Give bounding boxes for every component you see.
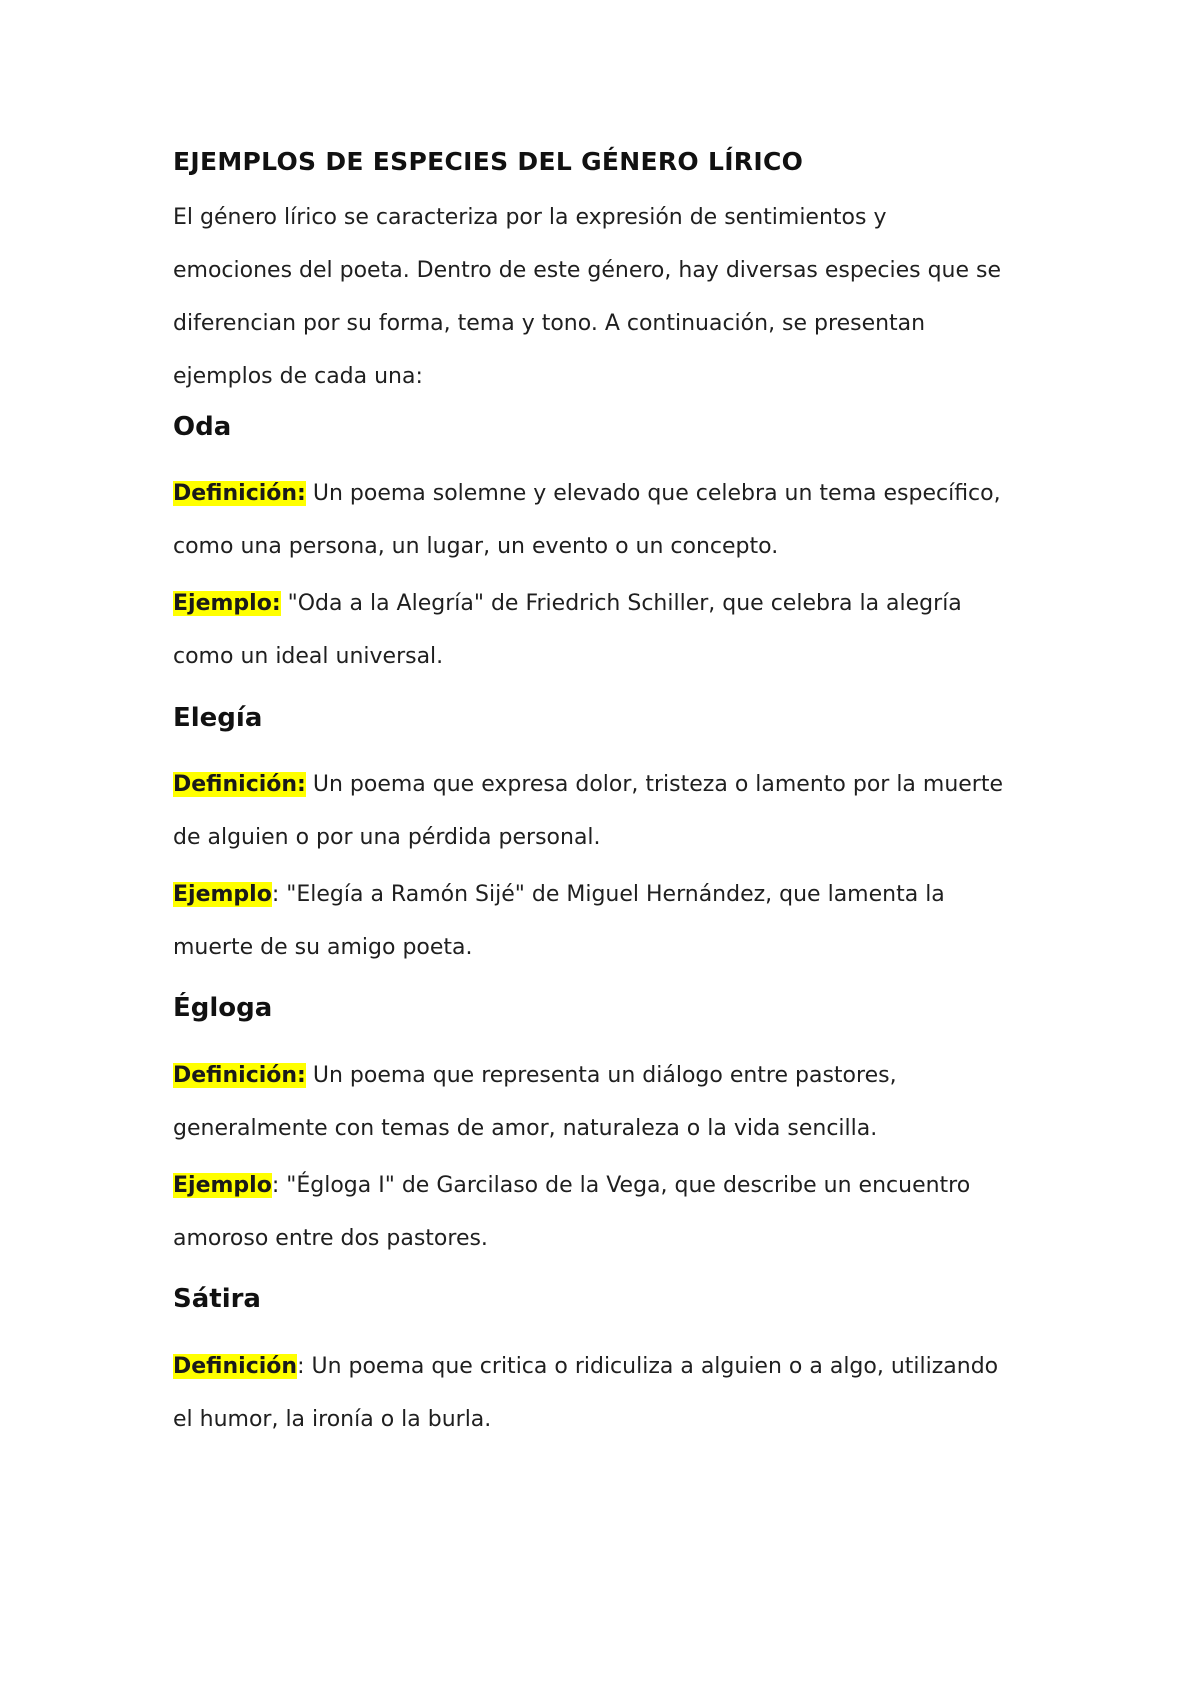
definition-label: Definición: bbox=[173, 772, 306, 797]
definition-label: Definición: bbox=[173, 1063, 306, 1088]
definition-text: : Un poema que critica o ridiculiza a alguien o a algo, utilizando el humor, la ironía o la burla. bbox=[173, 1354, 999, 1432]
section-heading-elegia: Elegía bbox=[173, 703, 263, 733]
egloga-example bbox=[173, 1159, 1053, 1265]
egloga-definition bbox=[173, 1049, 1053, 1155]
example-label: Ejemplo bbox=[173, 882, 272, 907]
intro-paragraph: El género lírico se caracteriza por la expresión de sentimientos y emociones del poeta. Dentro de este género, hay diversas especies que se diferencian por su forma, tema y tono. A continuación, se presentan ejemplos de cada una: bbox=[173, 205, 1002, 389]
section-heading-satira: Sátira bbox=[173, 1284, 261, 1314]
definition-label: Definición bbox=[173, 1354, 298, 1379]
example-text: : "Égloga I" de Garcilaso de la Vega, que describe un encuentro amoroso entre dos pastores. bbox=[173, 1173, 971, 1251]
oda-example bbox=[173, 577, 1053, 683]
example-text: : "Elegía a Ramón Sijé" de Miguel Hernández, que lamenta la muerte de su amigo poeta. bbox=[173, 882, 945, 960]
document-title: EJEMPLOS DE ESPECIES DEL GÉNERO LÍRICO bbox=[173, 147, 804, 176]
section-heading-oda: Oda bbox=[173, 412, 232, 442]
definition-text: Un poema que representa un diálogo entre pastores, generalmente con temas de amor, naturaleza o la vida sencilla. bbox=[173, 1063, 897, 1141]
elegia-example bbox=[173, 868, 1053, 974]
example-text: "Oda a la Alegría" de Friedrich Schiller, que celebra la alegría como un ideal universal. bbox=[173, 591, 962, 669]
definition-text: Un poema que expresa dolor, tristeza o lamento por la muerte de alguien o por una pérdida personal. bbox=[173, 772, 1004, 850]
definition-label: Definición: bbox=[173, 481, 306, 506]
oda-definition bbox=[173, 467, 1053, 573]
definition-text: Un poema solemne y elevado que celebra un tema específico, como una persona, un lugar, un evento o un concepto. bbox=[173, 481, 1001, 559]
example-label: Ejemplo: bbox=[173, 591, 281, 616]
satira-definition bbox=[173, 1340, 1053, 1446]
section-heading-egloga: Égloga bbox=[173, 993, 273, 1023]
elegia-definition bbox=[173, 758, 1053, 864]
example-label: Ejemplo bbox=[173, 1173, 272, 1198]
